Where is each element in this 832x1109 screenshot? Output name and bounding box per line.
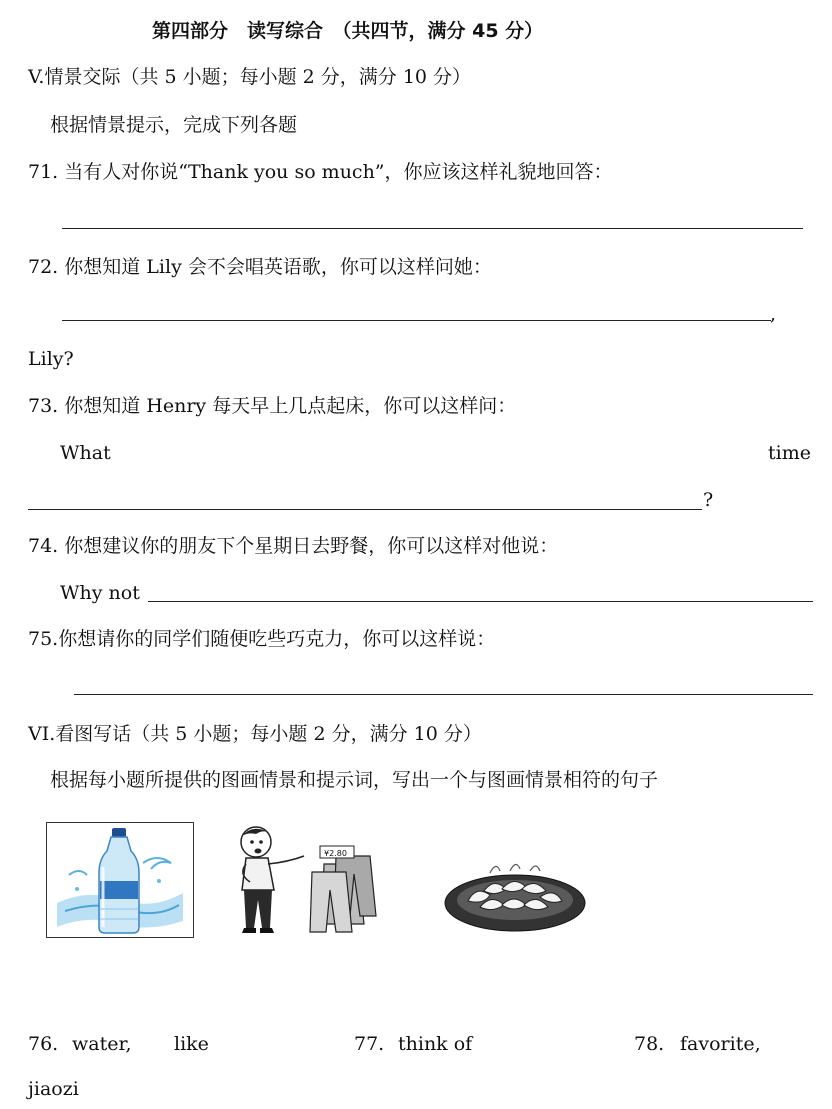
question-72: 72. 你想知道 Lily 会不会唱英语歌，你可以这样问她： [28, 256, 492, 278]
price-tag-label: ¥2.80 [324, 849, 347, 858]
water-bottle-icon [47, 823, 193, 937]
picture-dumplings [440, 855, 590, 937]
part5-instruction: 根据情景提示，完成下列各题 [50, 114, 298, 136]
question-78-keyword-1: favorite, [680, 1033, 761, 1055]
question-76-number: 76. [28, 1033, 59, 1055]
picture-shopping [222, 820, 388, 938]
answer-line-71[interactable] [62, 228, 803, 229]
answer-line-74[interactable] [148, 601, 813, 602]
question-71: 71. 当有人对你说“Thank you so much”，你应该这样礼貌地回答： [28, 161, 613, 183]
section-title: 第四部分 读写综合 （共四节，满分 45 分） [152, 20, 544, 42]
question-74: 74. 你想建议你的朋友下个星期日去野餐，你可以这样对他说： [28, 535, 559, 557]
question-76-keyword-2: like [174, 1033, 209, 1055]
answer-73-lead-right: time [768, 442, 811, 464]
part6-heading: VI.看图写话（共 5 小题；每小题 2 分，满分 10 分） [28, 723, 482, 745]
question-77-number: 77. [354, 1033, 385, 1055]
picture-water [46, 822, 194, 938]
dumplings-plate-icon [440, 855, 590, 937]
question-78-keyword-2: jiaozi [28, 1078, 79, 1100]
answer-72-end: , [770, 303, 777, 325]
answer-line-75[interactable] [74, 694, 813, 695]
question-73: 73. 你想知道 Henry 每天早上几点起床，你可以这样问： [28, 395, 517, 417]
answer-line-72[interactable] [62, 320, 771, 321]
answer-73-end: ? [703, 489, 714, 511]
answer-72-continuation: Lily? [28, 348, 74, 370]
answer-line-73[interactable] [28, 509, 702, 510]
answer-73-lead-left: What [60, 442, 111, 464]
part6-instruction: 根据每小题所提供的图画情景和提示词，写出一个与图画情景相符的句子 [50, 769, 659, 791]
question-75: 75.你想请你的同学们随便吃些巧克力，你可以这样说： [28, 628, 496, 650]
question-77-keyword: think of [398, 1033, 473, 1055]
shopping-boy-icon [222, 820, 388, 938]
part5-heading: V.情景交际（共 5 小题；每小题 2 分，满分 10 分） [28, 66, 472, 88]
question-76-keyword-1: water, [72, 1033, 132, 1055]
answer-74-lead: Why not [60, 582, 140, 604]
question-78-number: 78. [634, 1033, 665, 1055]
